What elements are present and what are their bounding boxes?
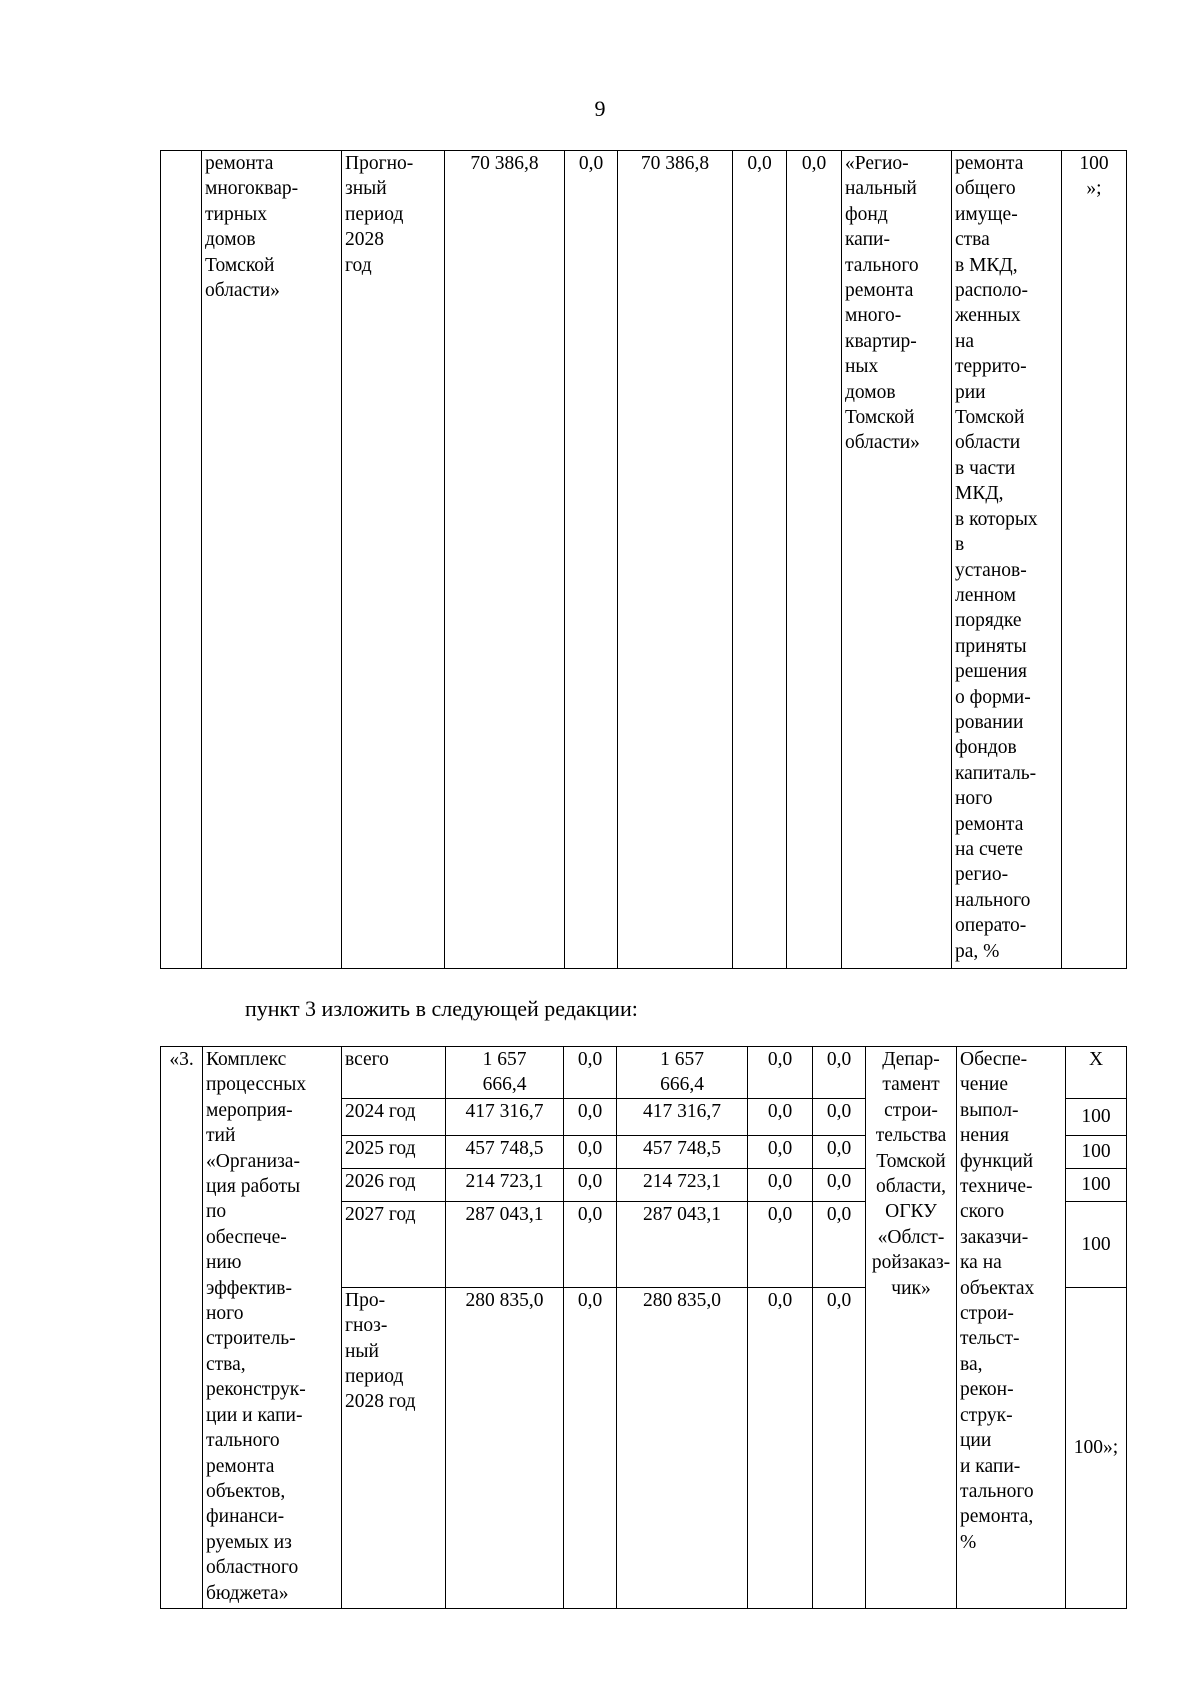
period-cell: Прогно- зный период 2028 год xyxy=(342,151,445,969)
extrabudgetary-cell: 0,0 xyxy=(813,1047,866,1099)
total-amount-cell: 214 723,1 xyxy=(446,1168,564,1201)
federal-budget-cell: 0,0 xyxy=(564,1287,617,1608)
budget-table-continuation xyxy=(160,150,1127,969)
federal-budget-cell: 0,0 xyxy=(564,1047,617,1099)
executor-cell: Депар- тамент строи- тельства Томской области, ОГКУ «Облст- ройзаказ- чик» xyxy=(866,1047,957,1609)
item-number-cell: «3. xyxy=(161,1047,203,1609)
table-row xyxy=(161,1047,1127,1099)
indicator-value-cell: 100 xyxy=(1066,1135,1127,1168)
regional-budget-cell: 214 723,1 xyxy=(617,1168,748,1201)
federal-budget-cell: 0,0 xyxy=(564,1201,617,1287)
local-budget-cell: 0,0 xyxy=(748,1135,813,1168)
regional-budget-cell: 457 748,5 xyxy=(617,1135,748,1168)
indicator-cell: ремонта общего имуще- ства в МКД, располо- женных на террито- рии Томской области в части МКД, в которых в установ- ленном порядке приняты решения о форми- ровании фондов капиталь- ного ремонта на счете регио- нального операто- ра, % xyxy=(952,151,1062,969)
intro-paragraph: пункт 3 изложить в следующей редакции: xyxy=(245,996,638,1021)
total-amount-cell: 280 835,0 xyxy=(446,1287,564,1608)
extrabudgetary-cell: 0,0 xyxy=(813,1201,866,1287)
regional-budget-cell: 1 657 666,4 xyxy=(617,1047,748,1099)
measure-name-cell: ремонта многоквар- тирных домов Томской области» xyxy=(202,151,342,969)
federal-budget-cell: 0,0 xyxy=(565,151,618,969)
local-budget-cell: 0,0 xyxy=(748,1287,813,1608)
regional-budget-cell: 280 835,0 xyxy=(617,1287,748,1608)
extrabudgetary-cell: 0,0 xyxy=(813,1098,866,1135)
total-amount-cell: 457 748,5 xyxy=(446,1135,564,1168)
extrabudgetary-cell: 0,0 xyxy=(813,1135,866,1168)
period-cell: Про- гноз- ный период 2028 год xyxy=(342,1287,446,1608)
budget-table-item-3 xyxy=(160,1046,1127,1609)
period-cell: 2025 год xyxy=(342,1135,446,1168)
total-amount-cell: 287 043,1 xyxy=(446,1201,564,1287)
period-cell: 2027 год xyxy=(342,1201,446,1287)
regional-budget-cell: 70 386,8 xyxy=(618,151,733,969)
executor-cell: «Регио- нальный фонд капи- тального ремонта много- квартир- ных домов Томской области» xyxy=(842,151,952,969)
federal-budget-cell: 0,0 xyxy=(564,1168,617,1201)
federal-budget-cell: 0,0 xyxy=(564,1135,617,1168)
local-budget-cell: 0,0 xyxy=(748,1168,813,1201)
total-amount-cell: 1 657 666,4 xyxy=(446,1047,564,1099)
indicator-value-cell: 100 xyxy=(1066,1168,1127,1201)
extrabudgetary-cell: 0,0 xyxy=(787,151,842,969)
period-cell: всего xyxy=(342,1047,446,1099)
period-cell: 2024 год xyxy=(342,1098,446,1135)
extrabudgetary-cell: 0,0 xyxy=(813,1168,866,1201)
total-amount-cell: 70 386,8 xyxy=(445,151,565,969)
page-number: 9 xyxy=(594,96,606,121)
regional-budget-cell: 417 316,7 xyxy=(617,1098,748,1135)
indicator-value-cell: 100»; xyxy=(1066,1287,1127,1608)
extrabudgetary-cell: 0,0 xyxy=(813,1287,866,1608)
indicator-cell: Обеспе- чение выпол- нения функций техниче- ского заказчи- ка на объектах строи- тельст- ва, рекон- струк- ции и капи- тального ремонта, % xyxy=(957,1047,1066,1609)
local-budget-cell: 0,0 xyxy=(748,1047,813,1099)
complex-name-cell: Комплекс процессных мероприя- тий «Организа- ция работы по обеспече- нию эффектив- ного строитель- ства, реконструк- ции и капи- тального ремонта объектов, финанси- руемых из областного бюджета» xyxy=(203,1047,342,1609)
local-budget-cell: 0,0 xyxy=(748,1098,813,1135)
federal-budget-cell: 0,0 xyxy=(564,1098,617,1135)
indicator-value-cell: Х xyxy=(1066,1047,1127,1099)
indicator-value-cell: 100 xyxy=(1066,1201,1127,1287)
table-row xyxy=(161,151,1127,969)
row-number-cell xyxy=(161,151,202,969)
total-amount-cell: 417 316,7 xyxy=(446,1098,564,1135)
local-budget-cell: 0,0 xyxy=(733,151,787,969)
local-budget-cell: 0,0 xyxy=(748,1201,813,1287)
indicator-value-cell: 100 »; xyxy=(1062,151,1127,969)
period-cell: 2026 год xyxy=(342,1168,446,1201)
regional-budget-cell: 287 043,1 xyxy=(617,1201,748,1287)
indicator-value-cell: 100 xyxy=(1066,1098,1127,1135)
